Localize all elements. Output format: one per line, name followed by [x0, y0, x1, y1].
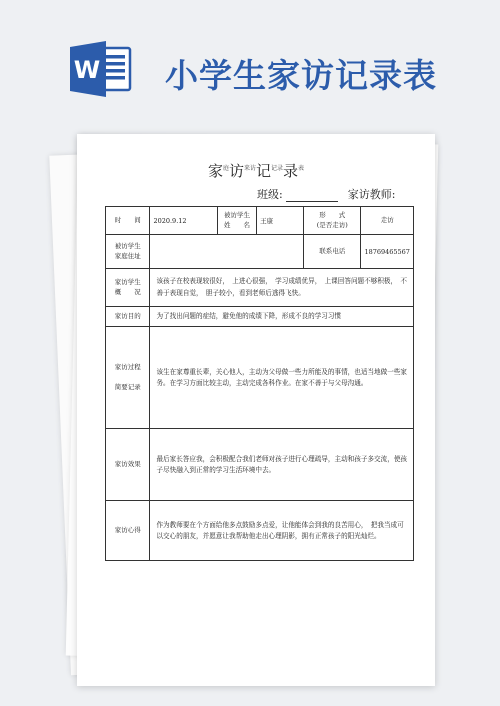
title-char: 记 — [256, 162, 272, 180]
document-page — [77, 134, 435, 686]
title-char: 家 — [207, 162, 223, 180]
table-row — [106, 235, 414, 269]
title-char: 访 — [228, 162, 244, 180]
purpose-label: 家访目的 — [106, 307, 150, 327]
header — [0, 0, 500, 110]
time-label: 时 间 — [106, 207, 150, 235]
title-mark: 表 — [298, 165, 305, 172]
phone-label: 联系电话 — [304, 235, 361, 269]
student-name-label: 被访学生 姓 名 — [218, 207, 257, 235]
address-label: 被访学生 家庭住址 — [106, 235, 150, 269]
word-icon — [70, 40, 132, 98]
visit-form-value: 走访 — [361, 207, 414, 235]
svg-text:W: W — [73, 56, 101, 84]
title-char: 录 — [283, 162, 299, 180]
teacher-label: 家访教师: — [347, 188, 396, 201]
table-row — [106, 429, 414, 501]
table-row — [106, 207, 414, 235]
reflection-label: 家访心得 — [106, 501, 150, 561]
title-mark: 来访 — [243, 165, 256, 172]
title-mark: 庭 — [222, 165, 229, 172]
process-label: 家访过程 简要记录 — [106, 327, 150, 429]
reflection-text: 作为教师要在个方面给他多点鼓励多点爱，让他能体会到我的良苦用心， 把我当成可以交心的朋友，并愿意让我帮助他走出心理阴影，拥有正常孩子的阳光灿烂。 — [150, 501, 414, 561]
table-row — [106, 327, 414, 429]
table-row — [106, 501, 414, 561]
class-blank — [286, 188, 338, 202]
phone-value: 18769465567 — [361, 235, 414, 269]
title-mark: 记录 — [271, 165, 284, 172]
overview-label: 家访学生 概 况 — [106, 269, 150, 307]
document-title — [77, 160, 435, 181]
student-name-value: 王康 — [257, 207, 304, 235]
address-value — [150, 235, 304, 269]
app-title: 小学生家访记录表 — [165, 56, 437, 95]
class-label: 班级: — [257, 188, 283, 201]
overview-text: 该孩子在校表现较很好， 上进心很强， 学习成绩优异， 上课回答问题不够积极， 不善于表现自觉， 胆子较小，看到老师后逃得飞快。 — [150, 269, 414, 307]
table-row — [106, 269, 414, 307]
class-teacher-line — [257, 186, 395, 202]
effect-label: 家访效果 — [106, 429, 150, 501]
effect-text: 最后家长答应我，会积极配合我们老师对孩子进行心理疏导，主动和孩子多交流，使孩子尽快融入到正常的学习生活环境中去。 — [150, 429, 414, 501]
process-text: 该生在家尊重长辈，关心他人，主动为父母做一些力所能及的事情，也适当地做一些家务。在学习方面比较主动，主动完成各科作业。在家不善于与父母沟通。 — [150, 327, 414, 429]
time-value: 2020.9.12 — [150, 207, 218, 235]
visit-record-table — [105, 206, 414, 561]
table-row — [106, 307, 414, 327]
visit-form-label: 形 式 (是否走访) — [304, 207, 361, 235]
purpose-text: 为了找出问题的症结，避免他的成绩下降，形成不良的学习习惯 — [150, 307, 414, 327]
